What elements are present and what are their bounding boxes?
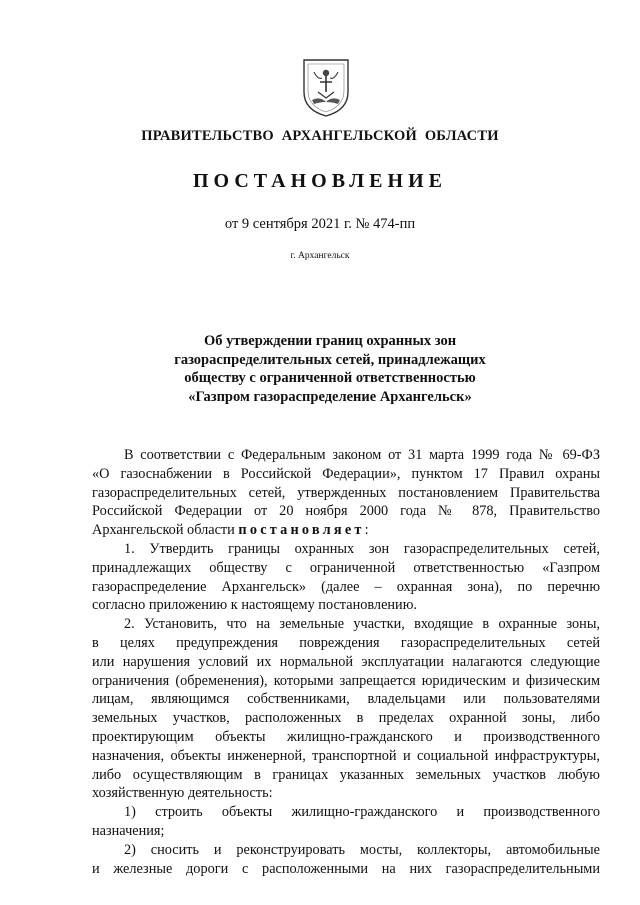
body-line: согласно приложению к настоящему постановлению. [92,597,417,614]
body-line: 2. Установить, что на земельные участки, входящие в охранные зоны, [124,616,600,633]
document-body [92,446,600,878]
body-line-resolves [92,521,600,540]
body-line: 1. Утвердить границы охранных зон газораспределительных сетей, [124,540,600,557]
document-city: г. Архангельск [290,251,350,261]
body-line: газораспределительных сетей, утвержденных постановлением Правительства [92,484,600,501]
coat-of-arms-icon [300,56,352,118]
body-line: назначения; [92,822,165,839]
document-date-number: от 9 сентября 2021 г. № 474-пп [224,216,416,232]
body-line: «О газоснабжении в Российской Федерации», пунктом 17 Правил охраны [92,465,600,482]
body-line: хозяйственную деятельность: [92,785,273,802]
document-title [100,332,560,407]
title-line: «Газпром газораспределение Архангельск» [188,389,472,406]
body-line: и железные дороги с расположенными на них газораспределительными [92,860,600,877]
body-line: ограничения (обременения), которыми запрещается юридическим и физическим [92,672,600,689]
body-line: проектирующим объекты жилищно-гражданского и производственного [92,728,600,745]
body-line-start: Архангельской области [92,522,235,539]
body-line: газораспределение Архангельск» (далее – охранная зона), по перечню [92,578,600,595]
body-line: назначения, объекты инженерной, транспортной и социальной инфраструктуры, [92,747,600,764]
body-line: принадлежащих обществу с ограниченной ответственностью «Газпром [92,559,600,576]
body-line: земельных участков, расположенных в пределах охранной зоны, либо [92,710,600,727]
title-line: Об утверждении границ охранных зон [203,333,457,349]
body-line: Российской Федерации от 20 ноября 2000 года № 878, Правительство [92,503,600,520]
body-line: 1) строить объекты жилищно-гражданского и производственного [124,804,600,821]
title-line: газораспределительных сетей, принадлежащих [174,351,486,368]
government-name: ПРАВИТЕЛЬСТВО АРХАНГЕЛЬСКОЙ ОБЛАСТИ [141,128,499,144]
body-line: лицам, являющимся собственниками, владельцами или пользователями [92,691,600,708]
resolves-word: постановляет [238,522,365,539]
resolves-colon: : [364,522,369,539]
document-type: ПОСТАНОВЛЕНИЕ [193,170,447,192]
body-line: либо осуществляющим в границах указанных земельных участков любую [92,766,600,783]
body-line: В соответствии с Федеральным законом от 31 марта 1999 года № 69-ФЗ [124,447,600,463]
title-line: обществу с ограниченной ответственностью [184,370,476,387]
body-line: или нарушения условий их нормальной эксплуатации налагаются следующие [92,653,600,670]
body-line: в целях предупреждения повреждения газораспределительных сетей [92,634,600,651]
body-line: 2) сносить и реконструировать мосты, коллекторы, автомобильные [124,841,600,858]
